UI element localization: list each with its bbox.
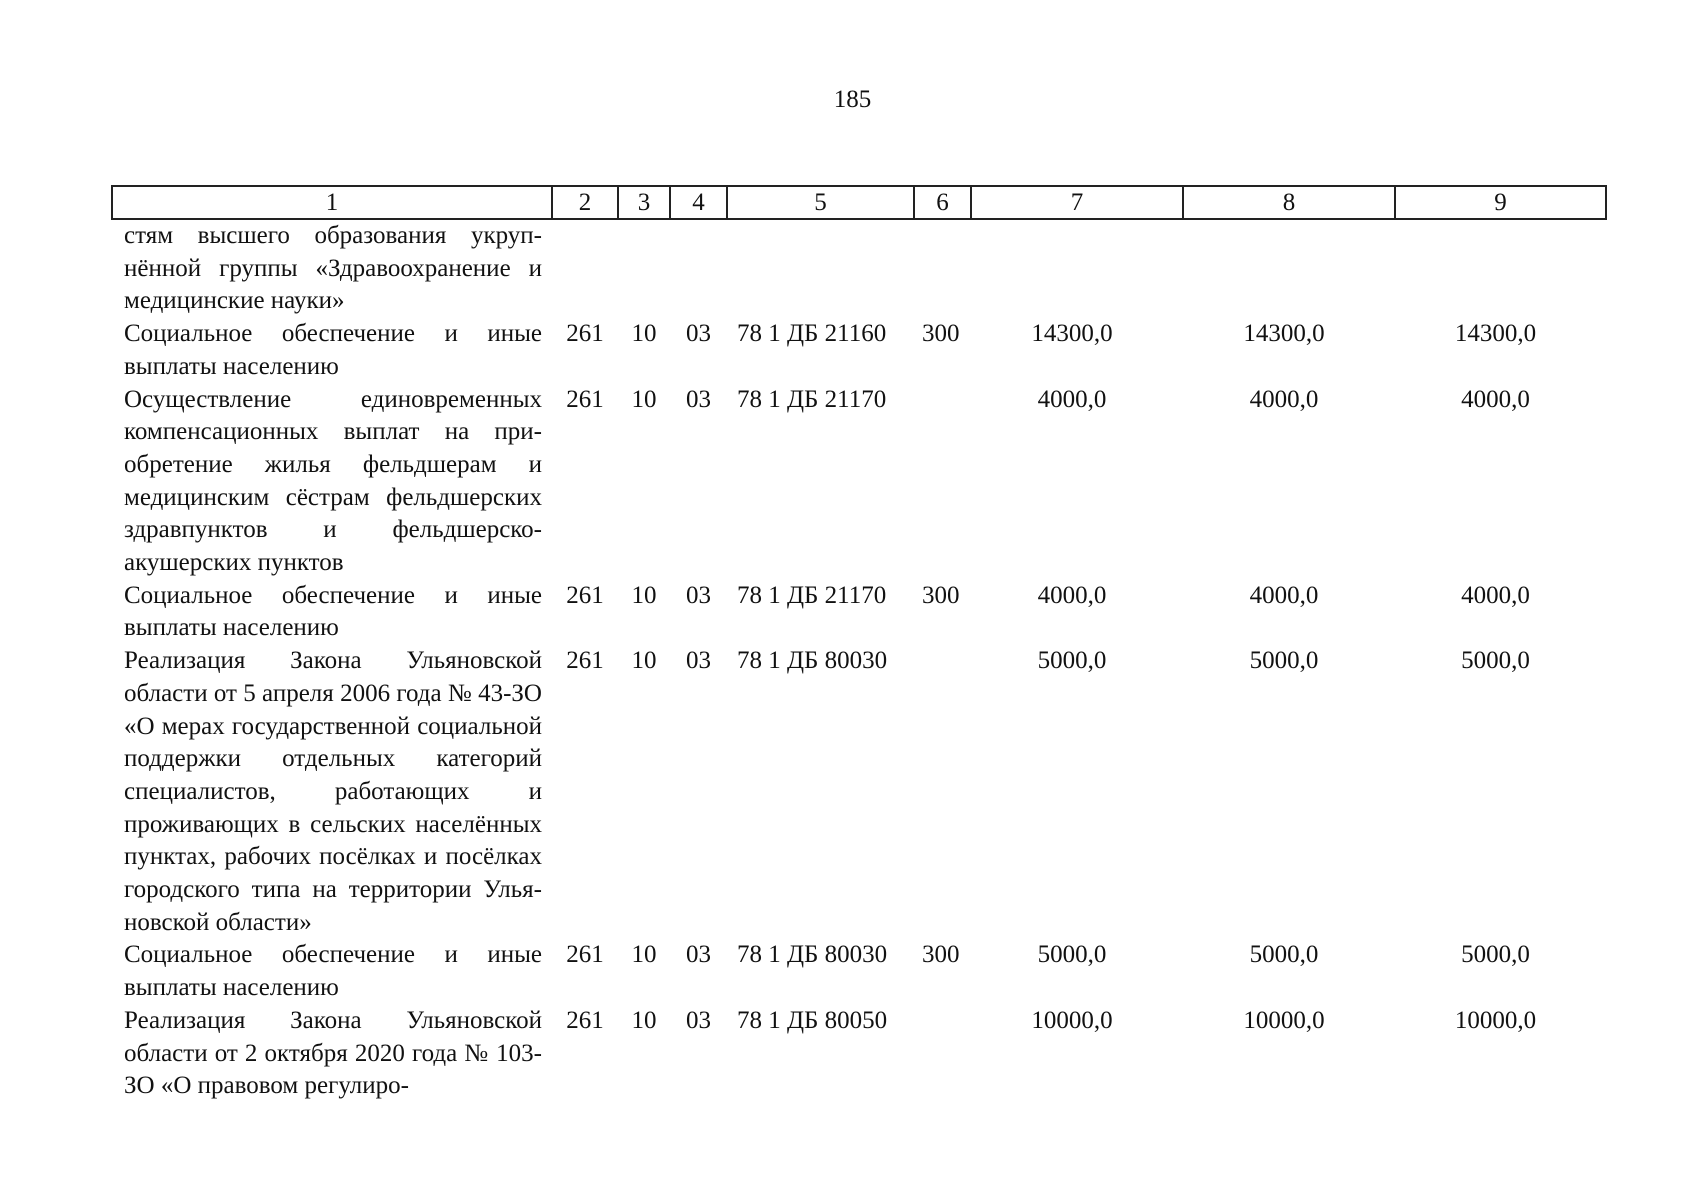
- row-section: 10: [631, 320, 657, 348]
- table-row: [112, 318, 1606, 383]
- column-header-9: 9: [1395, 186, 1606, 219]
- row-amount-col9: 4000,0: [1461, 385, 1530, 413]
- row-subsection: 03: [686, 1006, 711, 1034]
- row-amount-col7: 10000,0: [1031, 1006, 1113, 1034]
- row-grbs: [552, 219, 618, 318]
- row-section: 10: [631, 385, 657, 413]
- row-amount-col8: 4000,0: [1249, 385, 1319, 413]
- column-header-3: 3: [618, 186, 670, 219]
- row-expense-type: [914, 645, 971, 939]
- row-amount-col7: 5000,0: [1037, 647, 1107, 675]
- row-expense-type: 300: [922, 320, 960, 348]
- table-row: [112, 939, 1606, 1004]
- table-row: [112, 384, 1606, 580]
- row-expense-type: [914, 384, 971, 580]
- column-header-4: 4: [670, 186, 727, 219]
- row-name: стям высшего образования укрупнённой группы «Здравоохранение и медицинские науки»: [124, 222, 542, 315]
- row-amount-col9: 5000,0: [1461, 941, 1530, 969]
- row-grbs: 261: [566, 581, 604, 609]
- row-name: Социальное обеспечение и иные выплаты населению: [124, 941, 542, 1002]
- table-header: [112, 186, 1606, 219]
- row-amount-col7: 5000,0: [1037, 941, 1107, 969]
- row-amount-col7: 14300,0: [1031, 320, 1113, 348]
- page-number: 185: [833, 86, 872, 113]
- row-expense-type: 300: [922, 581, 960, 609]
- row-section: [618, 219, 670, 318]
- row-subsection: 03: [686, 941, 711, 969]
- row-grbs: 261: [566, 385, 604, 413]
- row-amount-col8: 4000,0: [1249, 581, 1319, 609]
- table-row: [112, 645, 1606, 939]
- column-header-1: 1: [112, 186, 552, 219]
- header-row: [112, 186, 1606, 219]
- row-section: 10: [631, 941, 657, 969]
- row-subsection: [670, 219, 727, 318]
- row-amount-col9: 10000,0: [1454, 1006, 1537, 1034]
- table-body: [112, 219, 1606, 1103]
- row-section: 10: [631, 1006, 657, 1034]
- row-name: Социальное обеспечение и иные выплаты населению: [124, 320, 542, 380]
- row-target-code: 78 1 ДБ 21170: [737, 581, 887, 609]
- row-target-code: 78 1 ДБ 21160: [737, 320, 887, 348]
- row-expense-type: [914, 219, 971, 318]
- column-header-6: 6: [914, 186, 971, 219]
- row-target-code: 78 1 ДБ 21170: [737, 385, 887, 413]
- row-amount-col8: 5000,0: [1249, 941, 1319, 969]
- row-grbs: 261: [566, 1006, 604, 1034]
- row-amount-col9: 14300,0: [1454, 320, 1537, 348]
- row-target-code: [727, 219, 914, 318]
- table-row: [112, 580, 1606, 645]
- table-row: [112, 1005, 1606, 1103]
- row-expense-type: [914, 1005, 971, 1103]
- row-expense-type: 300: [922, 941, 960, 969]
- row-section: 10: [631, 647, 657, 675]
- table-row: [112, 219, 1606, 318]
- row-amount-col7: 4000,0: [1037, 385, 1107, 413]
- column-header-2: 2: [552, 186, 618, 219]
- budget-table: [111, 185, 1607, 1103]
- row-target-code: 78 1 ДБ 80050: [737, 1006, 888, 1034]
- row-amount-col8: 14300,0: [1243, 320, 1325, 348]
- row-section: 10: [631, 581, 657, 609]
- row-amount-col8: 5000,0: [1249, 647, 1319, 675]
- row-subsection: 03: [686, 320, 711, 348]
- column-header-5: 5: [727, 186, 914, 219]
- row-amount-col7: [971, 219, 1183, 318]
- row-grbs: 261: [566, 941, 604, 969]
- row-grbs: 261: [566, 320, 604, 348]
- row-amount-col9: 4000,0: [1461, 581, 1530, 609]
- row-amount-col8: 10000,0: [1243, 1006, 1325, 1034]
- row-name: Реализация Закона Ульяновской области от 2 октября 2020 года № 103-ЗО «О правовом регулиро-: [124, 1006, 542, 1100]
- row-amount-col7: 4000,0: [1037, 581, 1107, 609]
- row-subsection: 03: [686, 385, 711, 413]
- row-name: Осуществление единовременных компенсационных выплат на приобретение жилья фельдшерам и медицинским сёстрам фельдшерских здравпунктов и фельдшерско-акушерских пунктов: [124, 385, 542, 577]
- row-amount-col8: [1183, 219, 1395, 318]
- row-amount-col9: 5000,0: [1461, 647, 1530, 675]
- row-target-code: 78 1 ДБ 80030: [737, 941, 888, 969]
- column-header-7: 7: [971, 186, 1183, 219]
- row-grbs: 261: [566, 647, 604, 675]
- row-amount-col9: [1395, 219, 1606, 318]
- column-header-8: 8: [1183, 186, 1395, 219]
- row-name: Социальное обеспечение и иные выплаты населению: [124, 581, 542, 642]
- row-target-code: 78 1 ДБ 80030: [737, 647, 888, 675]
- row-subsection: 03: [686, 647, 711, 675]
- row-name: Реализация Закона Ульяновской области от 5 апреля 2006 года № 43-ЗО «О мерах государственной социальной поддержки отдельных категорий специалистов, работающих и проживающих в сельских населённых пунктах, рабочих посёлках и посёлках городского типа на территории Ульяновской области»: [124, 647, 542, 936]
- row-subsection: 03: [686, 581, 711, 609]
